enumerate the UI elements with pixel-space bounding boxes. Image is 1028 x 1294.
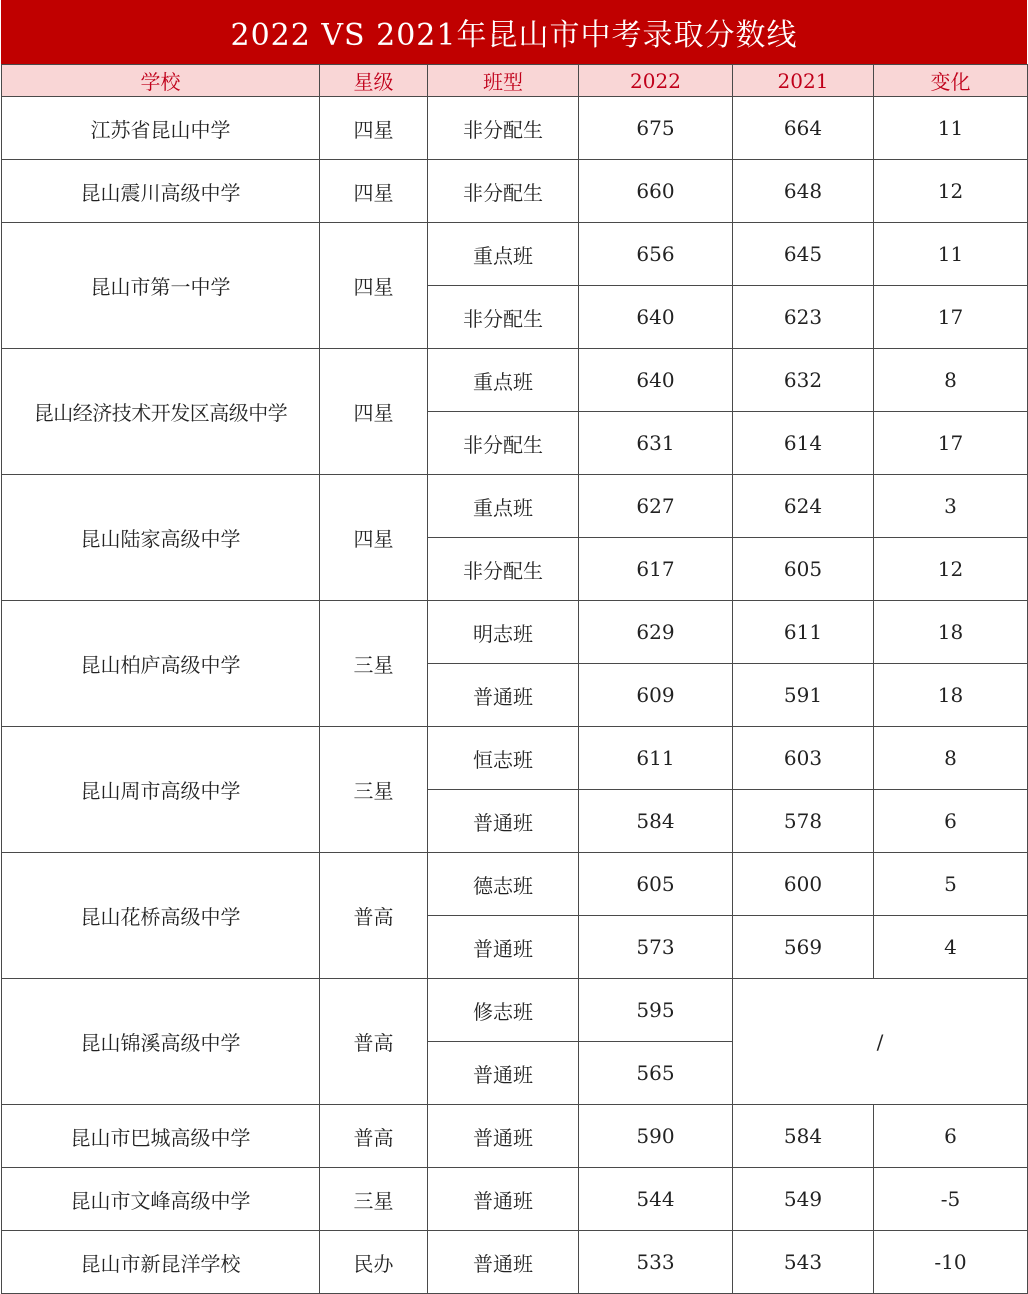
change-cell: 11 [874,97,1028,160]
class-cell: 德志班 [428,853,579,916]
change-cell: 3 [874,475,1028,538]
score-2022-cell: 656 [579,223,733,286]
score-2021-cell: 614 [733,412,874,475]
change-cell: 17 [874,412,1028,475]
header-class-type: 班型 [428,65,579,97]
change-cell: -5 [874,1168,1028,1231]
change-cell: 12 [874,160,1028,223]
score-2021-cell: 648 [733,160,874,223]
school-cell: 昆山震川高级中学 [2,160,320,223]
score-2022-cell: 611 [579,727,733,790]
score-2021-cell: 624 [733,475,874,538]
header-school: 学校 [2,65,320,97]
table-row [2,160,1028,223]
school-cell: 江苏省昆山中学 [2,97,320,160]
table-row [2,97,1028,160]
score-2022-cell: 605 [579,853,733,916]
change-cell: 4 [874,916,1028,979]
score-2022-cell: 631 [579,412,733,475]
level-cell: 普高 [320,853,428,979]
class-cell: 普通班 [428,664,579,727]
table-row [2,979,1028,1042]
score-2021-cell: 591 [733,664,874,727]
class-cell: 重点班 [428,475,579,538]
class-cell: 非分配生 [428,97,579,160]
change-cell: 11 [874,223,1028,286]
class-cell: 重点班 [428,223,579,286]
score-2021-cell: 623 [733,286,874,349]
score-2022-cell: 573 [579,916,733,979]
class-cell: 普通班 [428,1042,579,1105]
class-cell: 非分配生 [428,286,579,349]
score-2022-cell: 590 [579,1105,733,1168]
table-row [2,1168,1028,1231]
class-cell: 明志班 [428,601,579,664]
class-cell: 普通班 [428,916,579,979]
score-2022-cell: 640 [579,349,733,412]
score-2021-cell: 549 [733,1168,874,1231]
table-row [2,1105,1028,1168]
level-cell: 四星 [320,223,428,349]
score-2022-cell: 617 [579,538,733,601]
school-cell: 昆山市第一中学 [2,223,320,349]
page-title: 2022 VS 2021年昆山市中考录取分数线 [1,0,1027,64]
score-2022-cell: 609 [579,664,733,727]
header-2021: 2021 [733,65,874,97]
change-cell: 18 [874,664,1028,727]
table-row [2,1231,1028,1294]
change-cell: 18 [874,601,1028,664]
class-cell: 普通班 [428,1105,579,1168]
level-cell: 三星 [320,601,428,727]
change-cell: 6 [874,790,1028,853]
table-row [2,853,1028,916]
score-2022-cell: 595 [579,979,733,1042]
score-2021-cell: 645 [733,223,874,286]
no-data-cell: / [733,979,1028,1105]
change-cell: 17 [874,286,1028,349]
table-row [2,601,1028,664]
change-cell: -10 [874,1231,1028,1294]
score-2022-cell: 660 [579,160,733,223]
level-cell: 普高 [320,979,428,1105]
level-cell: 三星 [320,1168,428,1231]
score-table [1,64,1028,1294]
level-cell: 民办 [320,1231,428,1294]
class-cell: 恒志班 [428,727,579,790]
change-cell: 8 [874,727,1028,790]
score-2021-cell: 584 [733,1105,874,1168]
score-2022-cell: 640 [579,286,733,349]
school-cell: 昆山市巴城高级中学 [2,1105,320,1168]
header-level: 星级 [320,65,428,97]
score-2021-cell: 600 [733,853,874,916]
score-2022-cell: 544 [579,1168,733,1231]
score-2021-cell: 632 [733,349,874,412]
class-cell: 普通班 [428,1168,579,1231]
level-cell: 四星 [320,349,428,475]
table-row [2,475,1028,538]
score-2021-cell: 605 [733,538,874,601]
score-2021-cell: 578 [733,790,874,853]
score-2021-cell: 664 [733,97,874,160]
header-2022: 2022 [579,65,733,97]
school-cell: 昆山市新昆洋学校 [2,1231,320,1294]
score-2022-cell: 533 [579,1231,733,1294]
score-2022-cell: 627 [579,475,733,538]
class-cell: 修志班 [428,979,579,1042]
score-2022-cell: 584 [579,790,733,853]
class-cell: 非分配生 [428,160,579,223]
table-row [2,223,1028,286]
class-cell: 普通班 [428,790,579,853]
school-cell: 昆山经济技术开发区高级中学 [2,349,320,475]
table-row [2,727,1028,790]
change-cell: 12 [874,538,1028,601]
class-cell: 非分配生 [428,538,579,601]
school-cell: 昆山陆家高级中学 [2,475,320,601]
change-cell: 6 [874,1105,1028,1168]
score-2021-cell: 611 [733,601,874,664]
school-cell: 昆山柏庐高级中学 [2,601,320,727]
class-cell: 非分配生 [428,412,579,475]
school-cell: 昆山花桥高级中学 [2,853,320,979]
class-cell: 普通班 [428,1231,579,1294]
level-cell: 三星 [320,727,428,853]
school-cell: 昆山锦溪高级中学 [2,979,320,1105]
score-2021-cell: 603 [733,727,874,790]
header-row [2,65,1028,97]
school-cell: 昆山周市高级中学 [2,727,320,853]
level-cell: 四星 [320,475,428,601]
score-2022-cell: 565 [579,1042,733,1105]
score-2021-cell: 569 [733,916,874,979]
school-cell: 昆山市文峰高级中学 [2,1168,320,1231]
score-2022-cell: 629 [579,601,733,664]
level-cell: 四星 [320,160,428,223]
class-cell: 重点班 [428,349,579,412]
table-row [2,349,1028,412]
level-cell: 四星 [320,97,428,160]
header-change: 变化 [874,65,1028,97]
score-2022-cell: 675 [579,97,733,160]
level-cell: 普高 [320,1105,428,1168]
change-cell: 5 [874,853,1028,916]
score-2021-cell: 543 [733,1231,874,1294]
change-cell: 8 [874,349,1028,412]
